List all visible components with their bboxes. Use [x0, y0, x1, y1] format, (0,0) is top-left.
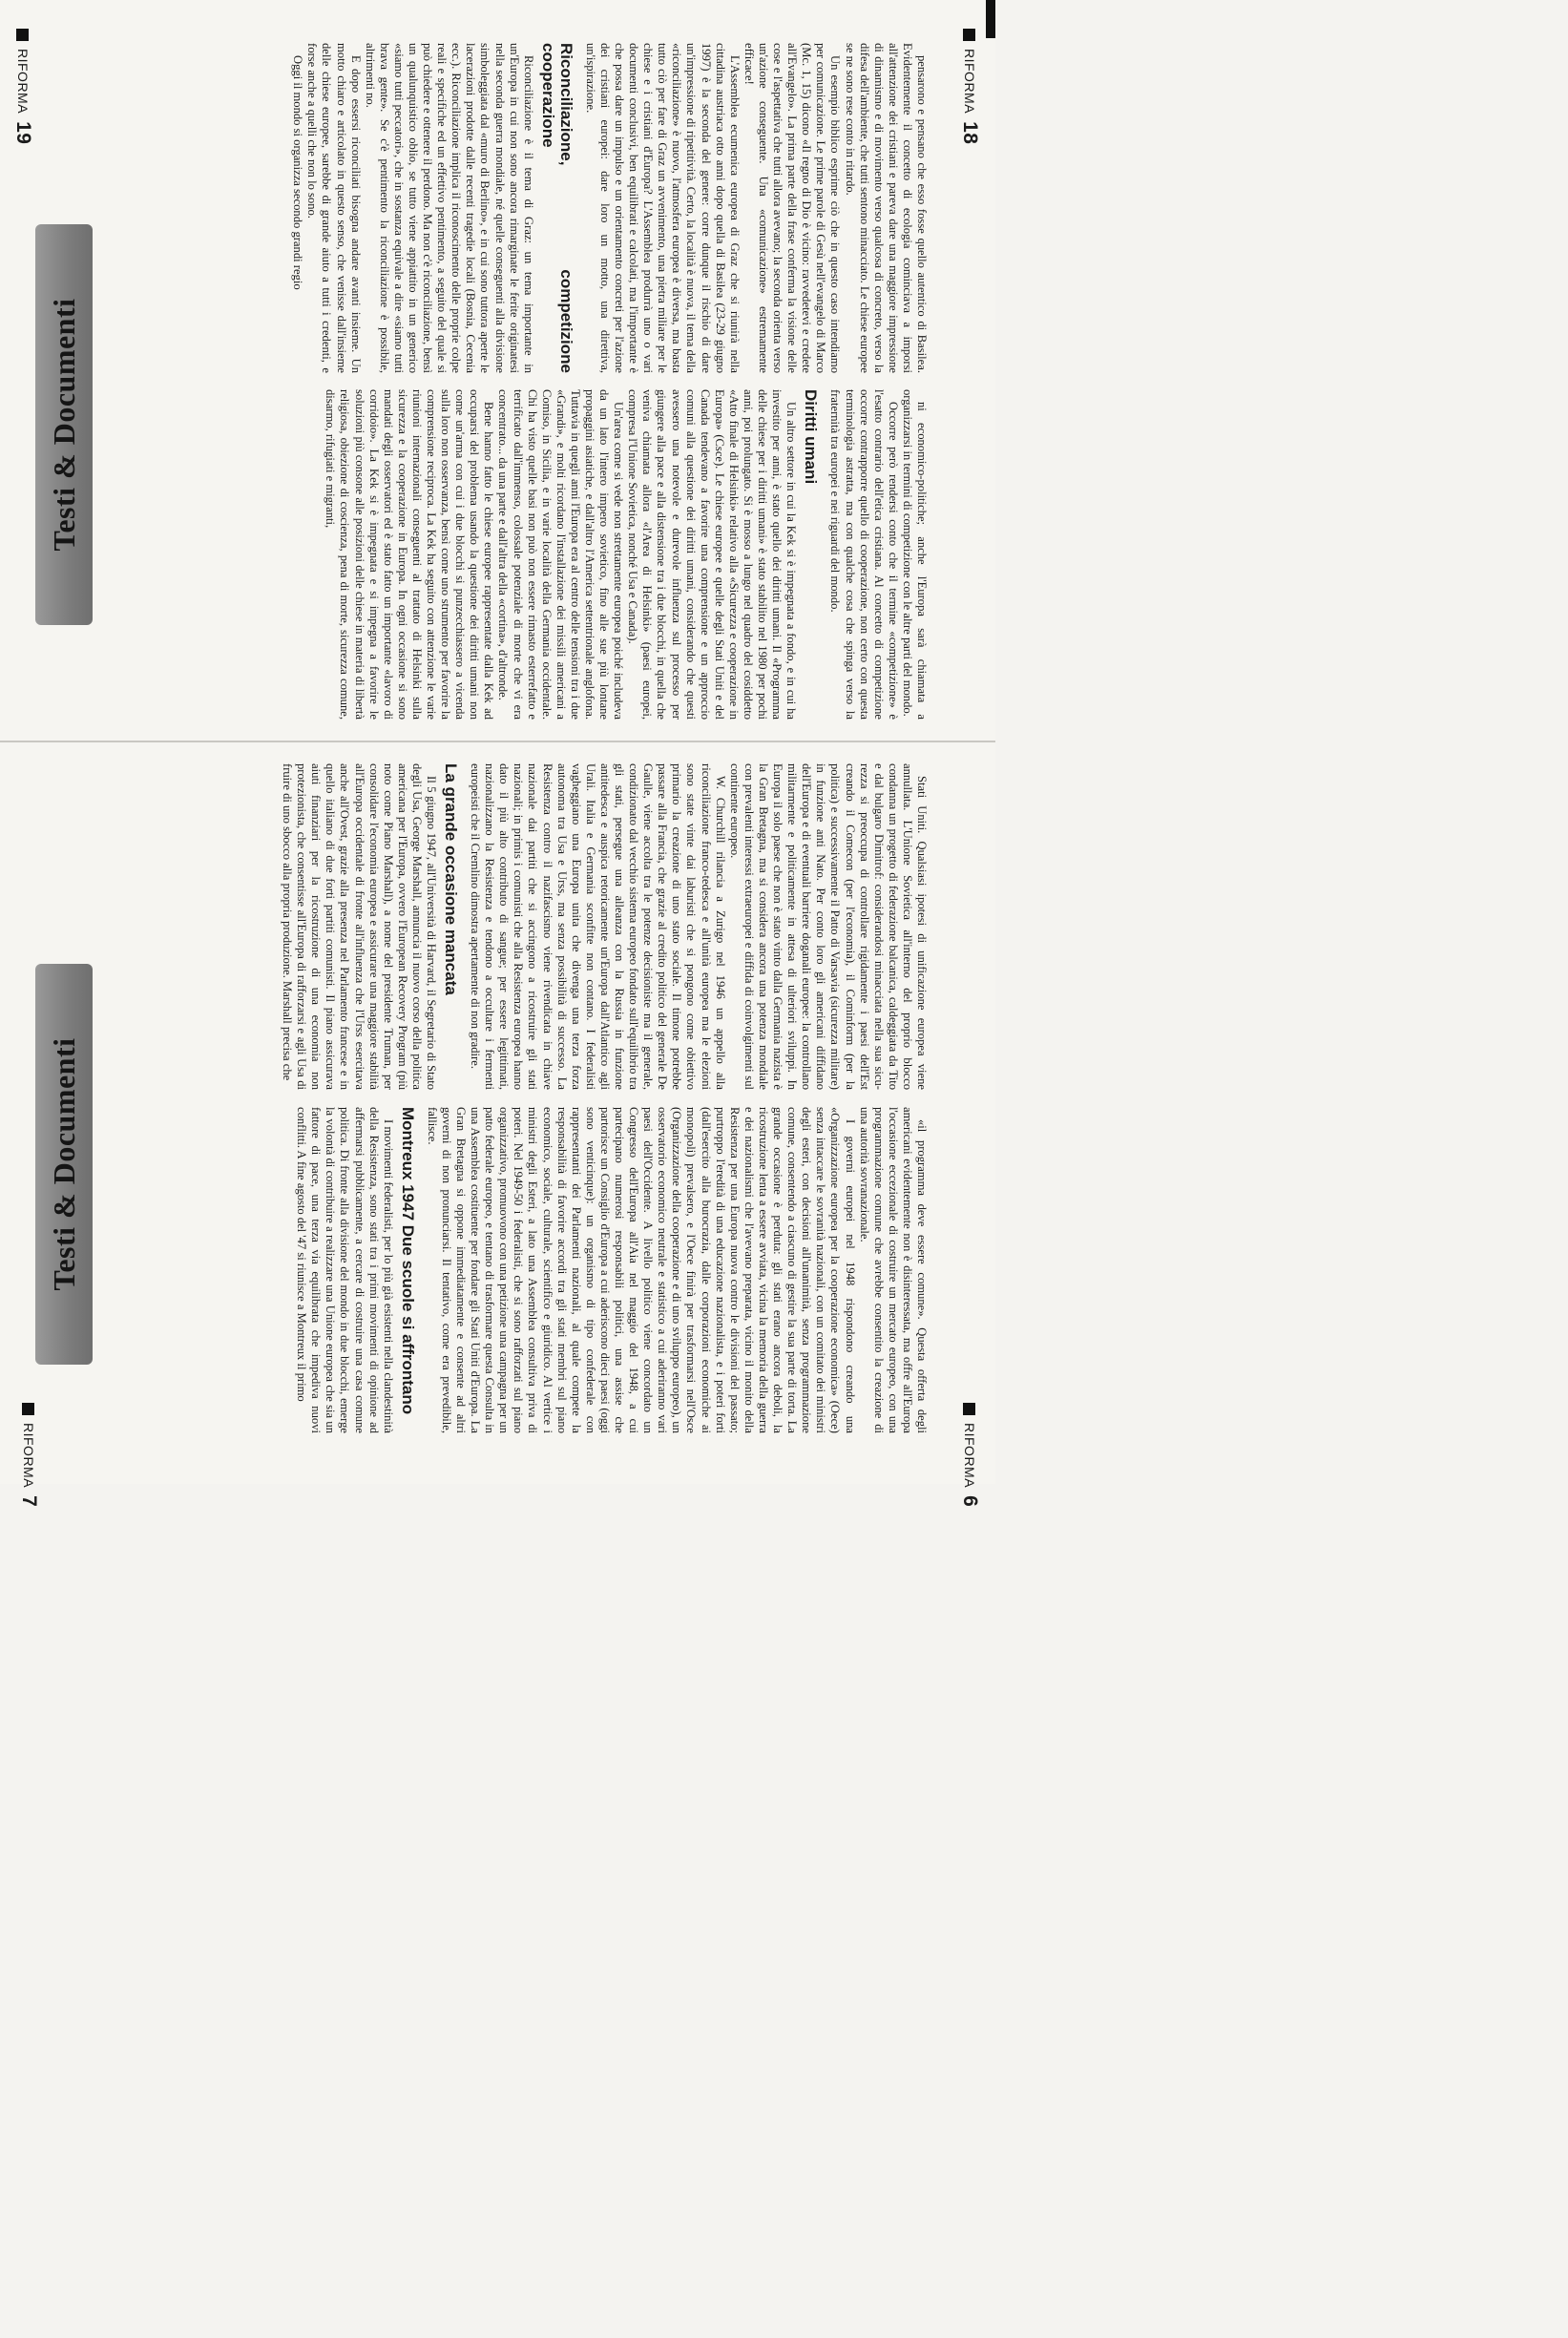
page-edge-bar	[986, 0, 995, 38]
folio-label: RIFORMA	[15, 49, 31, 115]
paragraph: Un altro settore in cui la Kek si è impegnata a fondo, e in cui ha investito per anni, è stato quello dei diritti umani. Il «Programma delle chiese per i diritti umani» è stato stabilito nel 1980 per pochi anni, poi prolungato. Si è mosso a lungo nel quadro del cosiddetto «Atto finale di Helsinki» relativo alla «Sicurezza e cooperazione in Europa» (Csce). Le chiese europee e quelle degli Stati Uniti e del Canada tendevano a favorire una comprensione e un approccio comuni alla questione dei diritti umani, considerando che questi avessero una notevole e durevole influenza sul processo per giungere alla pace e alla distensione tra i due blocchi, in quella che veniva chiamata allora «l'Area di Helsinki» (paesi europei, compresa l'Unione Sovietica, nonché Usa e Canada).	[626, 389, 799, 720]
paragraph: pensarono e pensano che esso fosse quello autentico di Basilea. Evidentemente il concetto di ecologia cominciava a imporsi all'attenzione dei cristiani e pareva dare una maggiore impressione di dinamismo e di movimento verso qualcosa di concreto, verso la difesa dell'ambiente, che tutti sentono minacciato. Le chiese europee se ne sono rese conto in ritardo.	[843, 43, 929, 373]
section-title: Testi & Documenti	[46, 1037, 81, 1291]
paragraph: Un esempio biblico esprime ciò che in questo caso intendiamo per comunicazione. Le prime parole di Gesù nell'evangelo di Marco (Mc. 1, 15) dicono «Il regno di Dio è vicino: ravvedetevi e credete all'Evangelo». La prima parte della frase conferma la visione delle cose e l'aspettativa che tutti allora avevano; la seconda orienta verso un'azione conseguente. Una «comunicazione» estremamente efficace!	[742, 43, 843, 373]
paragraph: E dopo essersi riconciliati bisogna andare avanti insieme. Un motto chiaro e articolato in questo senso, che venisse dall'insieme delle chiese europee, sarebbe di grande aiuto a tutti i credenti, e forse anche a quelli che non lo sono.	[305, 43, 363, 373]
folio-number: 19	[12, 121, 34, 145]
paragraph: Bene hanno fatto le chiese europee rappresentate dalla Kek ad occuparsi del problema usando la questione dei diritti umani non come un'arma con cui i due blocchi si punzecchiassero a vicenda sulla loro non osservanza, bensì come uno strumento per favorire la comprensione reciproca. La Kek ha seguito con attenzione le varie riunioni internazionali conseguenti al trattato di Helsinki sulla sicurezza e la cooperazione in Europa. In ogni occasione si sono mandati degli osservatori ed è stato fatto un importante «lavoro di corridoio». La Kek si è impegnata e si impegna a favorire le soluzioni più consone alle posizioni delle chiese in materia di libertà religiosa, obiezione di coscienza, pena di morte, sicurezza comune, disarmo, rifugiati e migranti,	[324, 389, 496, 720]
section-title: Testi & Documenti	[46, 298, 81, 552]
paragraph: Stati Uniti. Qualsiasi ipotesi di unificazione europea viene annullata. L'Unione Sovietica all'interno del proprio blocco condanna un progetto di federazione balcanica, caldeggiata da Tito e dal bulgaro Dimitrof: considerandosi minacciata nella sua sicurezza si preoccupa di controllare rigidamente i paesi dell'Est creando il Comecon (per l'economia), il Cominform (per la politica) e successivamente il Patto di Varsavia (sicurezza militare) in funzione anti Nato. Per conto loro gli americani diffidano dell'Europa e di eventuali barriere doganali europee: la controllano militarmente e politicamente in attesa di ulteriori sviluppi. In Europa il solo paese che non è stato vinto dalla Germania nazista è la Gran Bretagna, ma si considera ancora una potenza mondiale con prevalenti interessi extraeuropei e diffida di coinvolgimenti sul continente europeo.	[727, 763, 929, 1090]
folio-number: 7	[18, 1495, 40, 1508]
column-left-1	[98, 43, 929, 373]
column-right-2	[98, 1107, 929, 1433]
folio-left-bottom	[10, 29, 35, 144]
paragraph: I movimenti federalisti, per lo più già esistenti nella clandestinità della Resistenza, sono stati tra i primi movimenti di opinione ad affermarsi pubblicamente, a cercare di costruire una casa comune politica. Di fronte alla divisione del mondo in due blocchi, emerge la volontà di contribuire a realizzare una Unione europea che sia un fattore di pace, una terza via equilibrata che impediva nuovi conflitti. A fine agosto del '47 si riunisce a Montreux il primo	[295, 1107, 395, 1433]
folio-right	[957, 1403, 982, 1507]
section-heading: Diritti umani	[802, 389, 821, 485]
paragraph: I governi europei nel 1948 rispondono creando una «Organizzazione europea per la cooperazione economica» (Oece) senza intaccare le sovranità nazionali, con un comitato dei ministri degli esteri, con decisioni all'unanimità, senza programmazione comune, consentendo a ciascuno di gestire la sua parte di torta. La grande occasione è perduta: gli stati erano ancora deboli, la ricostruzione lenta a essere avviata, vicina la memoria della guerra e dei nazionalismi che l'avevano preparata, vicino il monito della Resistenza per una Europa nuova contro le divisioni del passato; purtroppo l'eredità di una educazione nazionalista, e i poteri forti (dall'esercito alla burocrazia, dalle corporazioni economiche ai monopoli) prevalsero, e l'Oece finirà per trasformarsi nell'Osce (Organizzazione della cooperazione e di uno sviluppo europeo), un osservatorio economico neutrale e statistico a cui aderiranno vari paesi dell'Occidente. A livello politico viene concordato un Congresso dell'Europa all'Aia nel maggio del 1948, a cui partecipano numerosi responsabili politici, una assise che partorisce un Consiglio d'Europa a cui aderiscono dieci paesi (oggi sono venticinque): un organismo di tipo confederale con rappresentanti dei Parlamenti nazionali, al quale compete la responsabilità di favorire accordi tra gli stati membri sul piano economico, sociale, culturale, scientifico e giuridico. Al vertice i ministri degli Esteri, a lato una Assemblea consultiva priva di poteri. Nel 1949-50 i federalisti, che si sono rafforzati sul piano organizzativo, promuovono con una petizione una campagna per un patto federale europeo, e tentano di trasformare questa Consulta in una Assemblea costituente per fondare gli Stati Uniti d'Europa. La Gran Bretagna si oppone immediatamente e consente ad altri governi di non pronunciarsi. Il tentativo, come era prevedibile, fallisce.	[425, 1107, 857, 1433]
paragraph: W. Churchill rilancia a Zurigo nel 1946 un appello alla riconciliazione franco-tedesca e all'unità europea ma le elezioni sono state vinte dai laburisti che si pongono come obiettivo primario la creazione di uno stato sociale. Il timone potrebbe passare alla Francia, che grazie al credito politico del generale De Gaulle, viene accolta tra le potenze decisioniste ma il generale, condizionato dal vecchio sistema europeo fondato sull'equilibrio tra gli stati, persegue una alleanza con la Russia in funzione antitedesca e auspica retoricamente un'Europa dall'Atlantico agli Urali. Italia e Germania sconfitte non contano. I federalisti vagheggiano una Europa unita che divenga una terza forza autonoma tra Usa e Urss, ma senza possibilità di successo. La Resistenza contro il nazifascismo viene rivendicata in chiave nazionale dai partiti che si accingono a ricostruire gli stati nazionali; in primis i comunisti che alla Resistenza europea hanno dato il più alto contributo di sangue; per essere legittimati, nazionalizzano la Resistenza e tendono a occultare i fermenti europeisti che il Cremlino dimostra apertamente di non gradire.	[469, 763, 727, 1090]
section-banner-right	[35, 964, 93, 1365]
paragraph: L'Assemblea ecumenica europea di Graz che si riunirà nella cittadina austriaca otto anni dopo quella di Basilea (23-29 giugno 1997) è la seconda del genere: corre dunque il rischio di dare un'impressione di ripetitività. Certo, la località è nuova, il tema della «riconciliazione» è nuovo, l'atmosfera europea è diversa, ma basta tutto ciò per fare di Graz un avvenimento, una pietra miliare per le chiese e i cristiani d'Europa? L'Assemblea produrrà uno o vari documenti conclusivi, ben equilibrati e calcolati, ma l'importante è che possa dare un impulso e un orientamento concreti per l'azione dei cristiani europei: dare loro un motto, una direttiva, un'ispirazione.	[583, 43, 742, 373]
column-right-1	[98, 763, 929, 1090]
folio-square-icon	[23, 1403, 35, 1415]
paragraph: «il programma deve essere comune». Questa offerta degli americani evidentemente non è disinteressata, ma offre all'Europa l'occasione eccezionale di costruire un mercato europeo, con una programmazione comune che avrebbe consentito la creazione di una autorità sovranazionale.	[857, 1107, 929, 1433]
folio-label: RIFORMA	[962, 1423, 977, 1489]
section-heading: Montreux 1947 Due scuole si affrontano	[398, 1107, 417, 1415]
page-gutter	[0, 741, 995, 742]
paragraph: Il 5 giugno 1947, all'Università di Harvard, il Segretario di Stato degli Usa, George Marshall, annuncia il nuovo corso della politica americana per l'Europa, ovvero l'European Recovery Program (più noto come Piano Marshall), a nome del presidente Truman, per consolidare l'economia europea e assicurare una maggiore stabilità all'Europa occidentale di fronte all'influenza che l'Urss esercitava anche all'Ovest, grazie alla presenza nel Parlamento francese e in quello italiano di due forti partiti comunisti. Il piano assicurava aiuti finanziari per la ricostruzione di una economia non protezionista, che consentisse all'Europa di rafforzarsi e agli Usa di fruire di uno sbocco alla propria produzione. Marshall precisa che	[281, 763, 438, 1090]
newspaper-spread	[0, 0, 995, 1508]
paragraph: Riconciliazione è il tema di Graz: un tema importante in un'Europa in cui non sono ancora rimarginate le ferite originatesi nella seconda guerra mondiale, né quelle conseguenti alla divisione simboleggiata dal «muro di Berlino», e in cui sono tuttora aperte le lacerazioni prodotte dalle recenti tragedie locali (Bosnia, Cecenia ecc.). Riconciliazione implica il riconoscimento delle proprie colpe reali e specifiche ed un effettivo pentimento, a seguito del quale si può chiedere e ottenere il perdono. Ma non c'è riconciliazione, bensì un qualunquistico oblio, se tutto viene appiattito in un generico «siamo tutti peccatori», che in sostanza equivale a dire «siamo tutti brava gente». Se c'è pentimento la riconciliazione è possibile, altrimenti no.	[363, 43, 535, 373]
folio-label: RIFORMA	[21, 1423, 36, 1489]
folio-number: 6	[959, 1495, 981, 1508]
column-left-2	[98, 389, 929, 720]
section-banner-left	[35, 224, 93, 625]
folio-square-icon	[17, 29, 30, 41]
paragraph: ni economico-politiche; anche l'Europa sarà chiamata a organizzarsi in termini di competizione con le altre parti del mondo.	[900, 389, 929, 720]
paragraph: Occorre però rendersi conto che il termine «competizione» è l'esatto contrario dell'etica cristiana. Al concetto di competizione occorre contrapporre quello di cooperazione, non certo con questa terminologia astratta, ma con qualche cosa che spinga verso la fraternità tra europei e nei riguardi del mondo.	[828, 389, 900, 720]
section-heading: Riconciliazione, competizione cooperazione	[538, 43, 575, 373]
folio-square-icon	[964, 29, 976, 41]
folio-right-bottom	[16, 1403, 41, 1507]
paragraph: Un'area come si vede non strettamente europea poiché includeva da un lato l'intero impero sovietico, fino alle sue più lontane propaggini asiatiche, e dall'altro l'America settentrionale anglofona. Tuttavia in quegli anni l'Europa era al centro delle tensioni tra i due «Grandi», e molti ricordano l'installazione dei missili americani a Comiso, in Sicilia, e in varie località della Germania occidentale. Chi ha visto quelle basi non può non essere rimasto esterrefatto e terrificato dall'immenso, colossale potenziale di morte che vi era concentrato... da una parte e dall'altra della «cortina», d'altronde.	[496, 389, 626, 720]
folio-label: RIFORMA	[962, 49, 977, 115]
folio-number: 18	[959, 121, 981, 145]
folio-square-icon	[964, 1403, 976, 1415]
folio-left	[957, 29, 982, 144]
section-heading: La grande occasione mancata	[442, 763, 460, 995]
paragraph: Oggi il mondo si organizza secondo grandi regio	[291, 55, 305, 290]
